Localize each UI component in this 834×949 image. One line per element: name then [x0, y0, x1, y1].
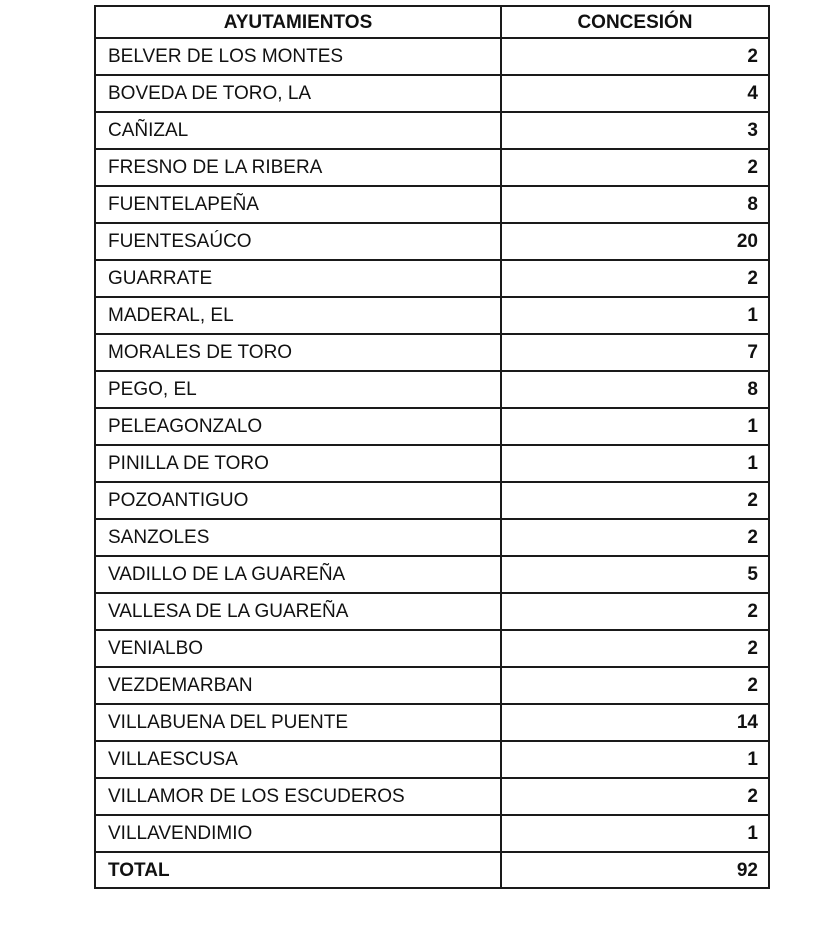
- concession-cell: 8: [501, 371, 769, 408]
- table-row: [95, 334, 769, 371]
- concession-cell: 1: [501, 297, 769, 334]
- concession-cell: 2: [501, 38, 769, 75]
- concessions-table: [94, 5, 770, 889]
- table-row: [95, 519, 769, 556]
- concession-cell: 1: [501, 408, 769, 445]
- table-row: [95, 223, 769, 260]
- municipality-cell: FRESNO DE LA RIBERA: [95, 149, 501, 186]
- table-row: [95, 593, 769, 630]
- municipality-cell: FUENTESAÚCO: [95, 223, 501, 260]
- concession-cell: 5: [501, 556, 769, 593]
- table-row: [95, 556, 769, 593]
- table-row: [95, 186, 769, 223]
- table-row: [95, 445, 769, 482]
- table-body: [95, 38, 769, 852]
- municipality-cell: CAÑIZAL: [95, 112, 501, 149]
- municipality-cell: BELVER DE LOS MONTES: [95, 38, 501, 75]
- municipality-cell: VILLABUENA DEL PUENTE: [95, 704, 501, 741]
- table-row: [95, 112, 769, 149]
- concession-cell: 7: [501, 334, 769, 371]
- municipality-cell: VILLAESCUSA: [95, 741, 501, 778]
- municipality-cell: PEGO, EL: [95, 371, 501, 408]
- municipality-cell: VEZDEMARBAN: [95, 667, 501, 704]
- concession-cell: 20: [501, 223, 769, 260]
- municipality-cell: VENIALBO: [95, 630, 501, 667]
- concession-cell: 8: [501, 186, 769, 223]
- table-header-row: [95, 6, 769, 38]
- concession-cell: 1: [501, 815, 769, 852]
- table-row: [95, 38, 769, 75]
- municipality-cell: VADILLO DE LA GUAREÑA: [95, 556, 501, 593]
- municipality-cell: SANZOLES: [95, 519, 501, 556]
- column-header-municipality: AYUTAMIENTOS: [95, 6, 501, 38]
- total-row: [95, 852, 769, 888]
- table-row: [95, 297, 769, 334]
- municipality-cell: MORALES DE TORO: [95, 334, 501, 371]
- concession-cell: 2: [501, 519, 769, 556]
- column-header-concession: CONCESIÓN: [501, 6, 769, 38]
- municipality-cell: GUARRATE: [95, 260, 501, 297]
- municipality-cell: MADERAL, EL: [95, 297, 501, 334]
- concession-cell: 1: [501, 445, 769, 482]
- table-row: [95, 149, 769, 186]
- concession-cell: 3: [501, 112, 769, 149]
- concession-cell: 2: [501, 593, 769, 630]
- concession-cell: 2: [501, 149, 769, 186]
- concession-cell: 2: [501, 260, 769, 297]
- municipality-cell: BOVEDA DE TORO, LA: [95, 75, 501, 112]
- municipality-cell: PINILLA DE TORO: [95, 445, 501, 482]
- table-row: [95, 408, 769, 445]
- table-row: [95, 704, 769, 741]
- municipality-cell: VILLAVENDIMIO: [95, 815, 501, 852]
- table-row: [95, 482, 769, 519]
- concession-cell: 14: [501, 704, 769, 741]
- municipality-cell: POZOANTIGUO: [95, 482, 501, 519]
- municipality-cell: FUENTELAPEÑA: [95, 186, 501, 223]
- table-row: [95, 667, 769, 704]
- concession-cell: 2: [501, 778, 769, 815]
- total-value: 92: [501, 852, 769, 888]
- table-row: [95, 630, 769, 667]
- table-row: [95, 75, 769, 112]
- total-label: TOTAL: [95, 852, 501, 888]
- concession-cell: 4: [501, 75, 769, 112]
- table-row: [95, 815, 769, 852]
- table-row: [95, 741, 769, 778]
- table-row: [95, 778, 769, 815]
- table-row: [95, 260, 769, 297]
- concession-cell: 2: [501, 482, 769, 519]
- municipality-cell: VILLAMOR DE LOS ESCUDEROS: [95, 778, 501, 815]
- table-row: [95, 371, 769, 408]
- concession-cell: 2: [501, 630, 769, 667]
- municipality-cell: PELEAGONZALO: [95, 408, 501, 445]
- concession-cell: 2: [501, 667, 769, 704]
- concession-cell: 1: [501, 741, 769, 778]
- municipality-cell: VALLESA DE LA GUAREÑA: [95, 593, 501, 630]
